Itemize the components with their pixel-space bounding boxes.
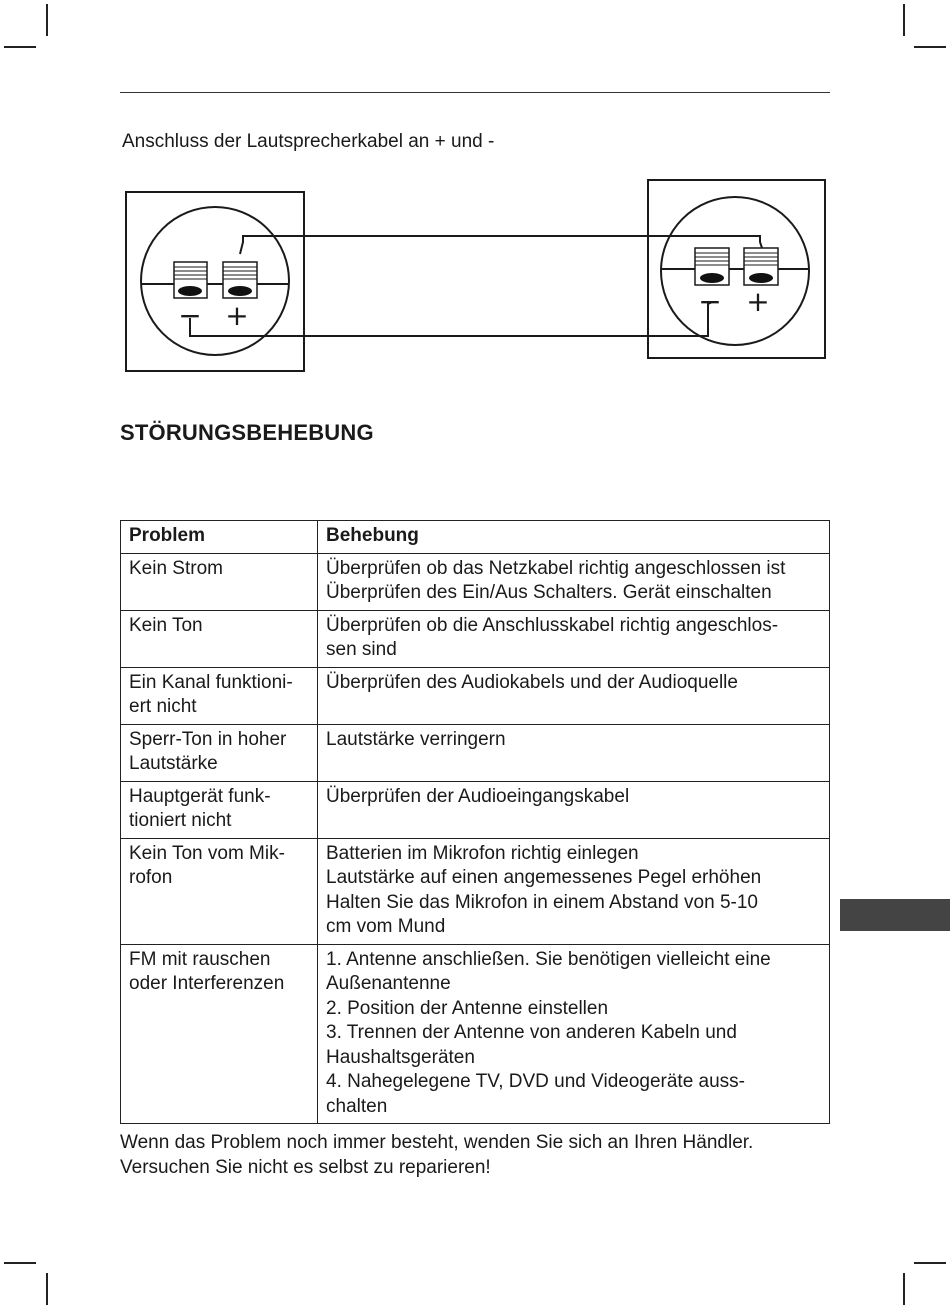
problem-cell — [121, 610, 318, 667]
solution-cell — [318, 553, 830, 610]
troubleshooting-table — [120, 520, 830, 1124]
solution-cell-line: 2. Position der Antenne einstellen — [326, 997, 609, 1019]
crop-mark — [903, 4, 905, 36]
table-row — [121, 781, 830, 838]
header-rule — [120, 92, 830, 93]
solution-cell-line: 3. Trennen der Antenne von anderen Kabeln und — [326, 1022, 737, 1043]
problem-cell-line: Kein Strom — [129, 557, 223, 579]
solution-cell-line: Halten Sie das Mikrofon in einem Abstand von 5-10 — [326, 891, 758, 913]
problem-cell-line: Lautstärke — [129, 753, 218, 774]
solution-cell-line: 4. Nahegelegene TV, DVD und Videogeräte auss- — [326, 1071, 746, 1092]
section-heading: STÖRUNGSBEHEBUNG — [120, 420, 374, 445]
problem-cell — [121, 838, 318, 944]
diagram-caption: Anschluss der Lautsprecherkabel an + und - — [122, 131, 495, 152]
solution-cell — [318, 781, 830, 838]
problem-cell — [121, 553, 318, 610]
solution-cell — [318, 667, 830, 724]
positive-wire — [240, 236, 762, 254]
solution-cell-line: chalten — [326, 1095, 388, 1117]
footer-line: Versuchen Sie nicht es selbst zu reparieren! — [120, 1157, 491, 1178]
header-problem: Problem — [121, 521, 318, 554]
header-solution: Behebung — [318, 521, 830, 554]
solution-cell-line: Lautstärke auf einen angemessenes Pegel erhöhen — [326, 867, 762, 888]
solution-cell-line: Überprüfen des Ein/Aus Schalters. Gerät einschalten — [326, 582, 772, 603]
crop-mark — [914, 1262, 946, 1264]
problem-cell — [121, 781, 318, 838]
footer-line: Wenn das Problem noch immer besteht, wenden Sie sich an Ihren Händler. — [120, 1132, 754, 1153]
solution-cell-line: cm vom Mund — [326, 916, 446, 937]
table-row — [121, 667, 830, 724]
problem-cell — [121, 944, 318, 1124]
problem-cell-line: Hauptgerät funk- — [129, 785, 271, 807]
right-terminals — [695, 248, 778, 285]
problem-cell-line: ert nicht — [129, 696, 197, 717]
crop-mark — [4, 1262, 36, 1264]
left-speaker-circle — [141, 207, 289, 355]
right-plus-label: + — [746, 285, 770, 318]
footer-note — [120, 1130, 753, 1180]
table-row — [121, 724, 830, 781]
table-row — [121, 944, 830, 1124]
problem-cell-line: Sperr-Ton in hoher — [129, 728, 287, 750]
crop-mark — [903, 1273, 905, 1305]
solution-cell-line: Außenantenne — [326, 973, 451, 994]
table-row — [121, 553, 830, 610]
left-plus-label: + — [225, 299, 249, 332]
solution-cell-line: Überprüfen der Audioeingangskabel — [326, 785, 630, 807]
table-row — [121, 838, 830, 944]
solution-cell-line: Überprüfen ob die Anschlusskabel richtig angeschlos- — [326, 614, 779, 636]
solution-cell — [318, 610, 830, 667]
problem-cell-line: tioniert nicht — [129, 810, 232, 831]
table-row — [121, 610, 830, 667]
crop-mark — [914, 46, 946, 48]
problem-cell-line: rofon — [129, 867, 173, 888]
solution-cell-line: Lautstärke verringern — [326, 728, 506, 750]
right-speaker-circle — [661, 197, 809, 345]
speaker-wiring-diagram — [0, 170, 950, 380]
solution-cell — [318, 944, 830, 1124]
problem-cell-line: Ein Kanal funktioni- — [129, 671, 293, 693]
table-header-row — [121, 521, 830, 554]
solution-cell-line: Überprüfen des Audiokabels und der Audioquelle — [326, 671, 738, 693]
problem-cell — [121, 724, 318, 781]
solution-cell-line: Batterien im Mikrofon richtig einlegen — [326, 842, 639, 864]
problem-cell — [121, 667, 318, 724]
left-speaker-panel — [126, 192, 304, 371]
section-tab-marker — [840, 899, 950, 931]
solution-cell — [318, 724, 830, 781]
problem-cell-line: FM mit rauschen — [129, 948, 271, 970]
solution-cell-line: sen sind — [326, 639, 397, 660]
problem-cell-line: oder Interferenzen — [129, 973, 285, 994]
solution-cell — [318, 838, 830, 944]
crop-mark — [46, 1273, 48, 1305]
problem-cell-line: Kein Ton — [129, 614, 203, 636]
crop-mark — [46, 4, 48, 36]
crop-mark — [4, 46, 36, 48]
solution-cell-line: 1. Antenne anschließen. Sie benötigen vielleicht eine — [326, 948, 771, 970]
left-terminals — [174, 262, 257, 298]
solution-cell-line: Haushaltsgeräten — [326, 1046, 475, 1068]
left-minus-label: − — [178, 299, 202, 332]
problem-cell-line: Kein Ton vom Mik- — [129, 842, 285, 864]
solution-cell-line: Überprüfen ob das Netzkabel richtig angeschlossen ist — [326, 557, 786, 579]
right-minus-label: − — [698, 285, 722, 318]
